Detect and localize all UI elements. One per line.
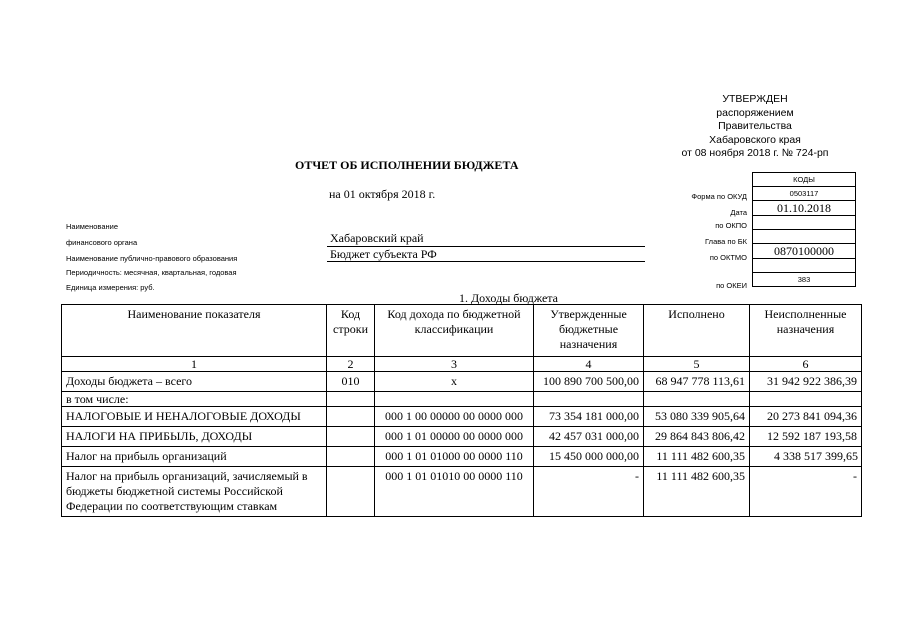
row-approved: 42 457 031 000,00	[534, 427, 644, 447]
table-row	[62, 447, 862, 467]
col-number: 3	[375, 357, 534, 372]
row-kbk: 000 1 01 01010 00 0000 110	[375, 467, 534, 517]
row-kbk: 000 1 01 01000 00 0000 110	[375, 447, 534, 467]
label-okud: Форма по ОКУД	[691, 192, 747, 201]
label-date: Дата	[730, 208, 747, 217]
report-title: ОТЧЕТ ОБ ИСПОЛНЕНИИ БЮДЖЕТА	[295, 158, 519, 172]
report-date: на 01 октября 2018 г.	[329, 187, 436, 201]
label-bk: Глава по БК	[705, 237, 747, 246]
label-unit: Единица измерения: руб.	[66, 283, 155, 292]
row-unexecuted: 4 338 517 399,65	[750, 447, 862, 467]
row-kbk: x	[375, 372, 534, 392]
col-number: 5	[644, 357, 750, 372]
income-table	[61, 304, 862, 517]
section-title: 1. Доходы бюджета	[459, 291, 558, 305]
row-executed	[644, 392, 750, 407]
table-row	[62, 407, 862, 427]
header-name: Наименование показателя	[62, 305, 327, 357]
row-code	[327, 407, 375, 427]
pub-org-value: Бюджет субъекта РФ	[330, 247, 437, 261]
row-unexecuted: 31 942 922 386,39	[750, 372, 862, 392]
code-okei: 383	[753, 273, 856, 287]
row-executed: 11 111 482 600,35	[644, 447, 750, 467]
col-number: 6	[750, 357, 862, 372]
row-kbk: 000 1 00 00000 00 0000 000	[375, 407, 534, 427]
row-name: Доходы бюджета – всего	[62, 372, 327, 392]
label-okpo: по ОКПО	[715, 221, 747, 230]
row-unexecuted: 12 592 187 193,58	[750, 427, 862, 447]
row-kbk: 000 1 01 00000 00 0000 000	[375, 427, 534, 447]
row-approved: 100 890 700 500,00	[534, 372, 644, 392]
row-unexecuted	[750, 392, 862, 407]
code-blank	[753, 259, 856, 273]
row-code	[327, 392, 375, 407]
table-row	[62, 392, 862, 407]
row-code	[327, 467, 375, 517]
col-number: 4	[534, 357, 644, 372]
header-approved: Утвержденные бюджетные назначения	[534, 305, 644, 357]
code-date: 01.10.2018	[753, 201, 856, 216]
row-approved: 73 354 181 000,00	[534, 407, 644, 427]
code-okpo	[753, 216, 856, 230]
label-fin-org: финансового органа	[66, 238, 138, 247]
approval-line: Хабаровского края	[709, 133, 801, 146]
table-row	[62, 372, 862, 392]
fin-org-value: Хабаровский край	[330, 231, 424, 245]
row-approved: 15 450 000 000,00	[534, 447, 644, 467]
row-kbk	[375, 392, 534, 407]
row-approved	[534, 392, 644, 407]
approval-line: распоряжением	[716, 106, 794, 119]
row-executed: 53 080 339 905,64	[644, 407, 750, 427]
codes-header: КОДЫ	[753, 173, 856, 187]
row-unexecuted: 20 273 841 094,36	[750, 407, 862, 427]
col-number: 2	[327, 357, 375, 372]
label-name: Наименование	[66, 222, 118, 231]
header-code: Код строки	[327, 305, 375, 357]
header-executed: Исполнено	[644, 305, 750, 357]
code-oktmo: 0870100000	[753, 244, 856, 259]
row-name: НАЛОГИ НА ПРИБЫЛЬ, ДОХОДЫ	[62, 427, 327, 447]
label-period: Периодичность: месячная, квартальная, годовая	[66, 268, 237, 277]
approval-line: от 08 ноября 2018 г. № 724-рп	[681, 147, 829, 159]
row-name: Налог на прибыль организаций, зачисляемый в бюджеты бюджетной системы Российской Федерации по соответствующим ставкам	[62, 467, 327, 517]
header-unexecuted: Неисполненные назначения	[750, 305, 862, 357]
row-code: 010	[327, 372, 375, 392]
row-executed: 11 111 482 600,35	[644, 467, 750, 517]
approval-block	[660, 93, 850, 161]
row-code	[327, 427, 375, 447]
codes-box	[752, 172, 856, 287]
table-row	[62, 427, 862, 447]
row-unexecuted: -	[750, 467, 862, 517]
pub-org-underline	[327, 261, 645, 262]
code-bk	[753, 230, 856, 244]
header-kbk: Код дохода по бюджетной классификации	[375, 305, 534, 357]
approval-line: УТВЕРЖДЕН	[722, 93, 788, 105]
approval-line: Правительства	[718, 120, 792, 132]
row-executed: 68 947 778 113,61	[644, 372, 750, 392]
row-approved: -	[534, 467, 644, 517]
label-okei: по ОКЕИ	[716, 281, 747, 290]
label-oktmo: по ОКТМО	[709, 253, 747, 262]
row-name: НАЛОГОВЫЕ И НЕНАЛОГОВЫЕ ДОХОДЫ	[62, 407, 327, 427]
row-name: Налог на прибыль организаций	[62, 447, 327, 467]
code-okud: 0503117	[753, 187, 856, 201]
label-pub-org: Наименование публично-правового образования	[66, 254, 238, 263]
row-name: в том числе:	[62, 392, 327, 407]
row-code	[327, 447, 375, 467]
col-number: 1	[62, 357, 327, 372]
row-executed: 29 864 843 806,42	[644, 427, 750, 447]
table-row	[62, 467, 862, 517]
